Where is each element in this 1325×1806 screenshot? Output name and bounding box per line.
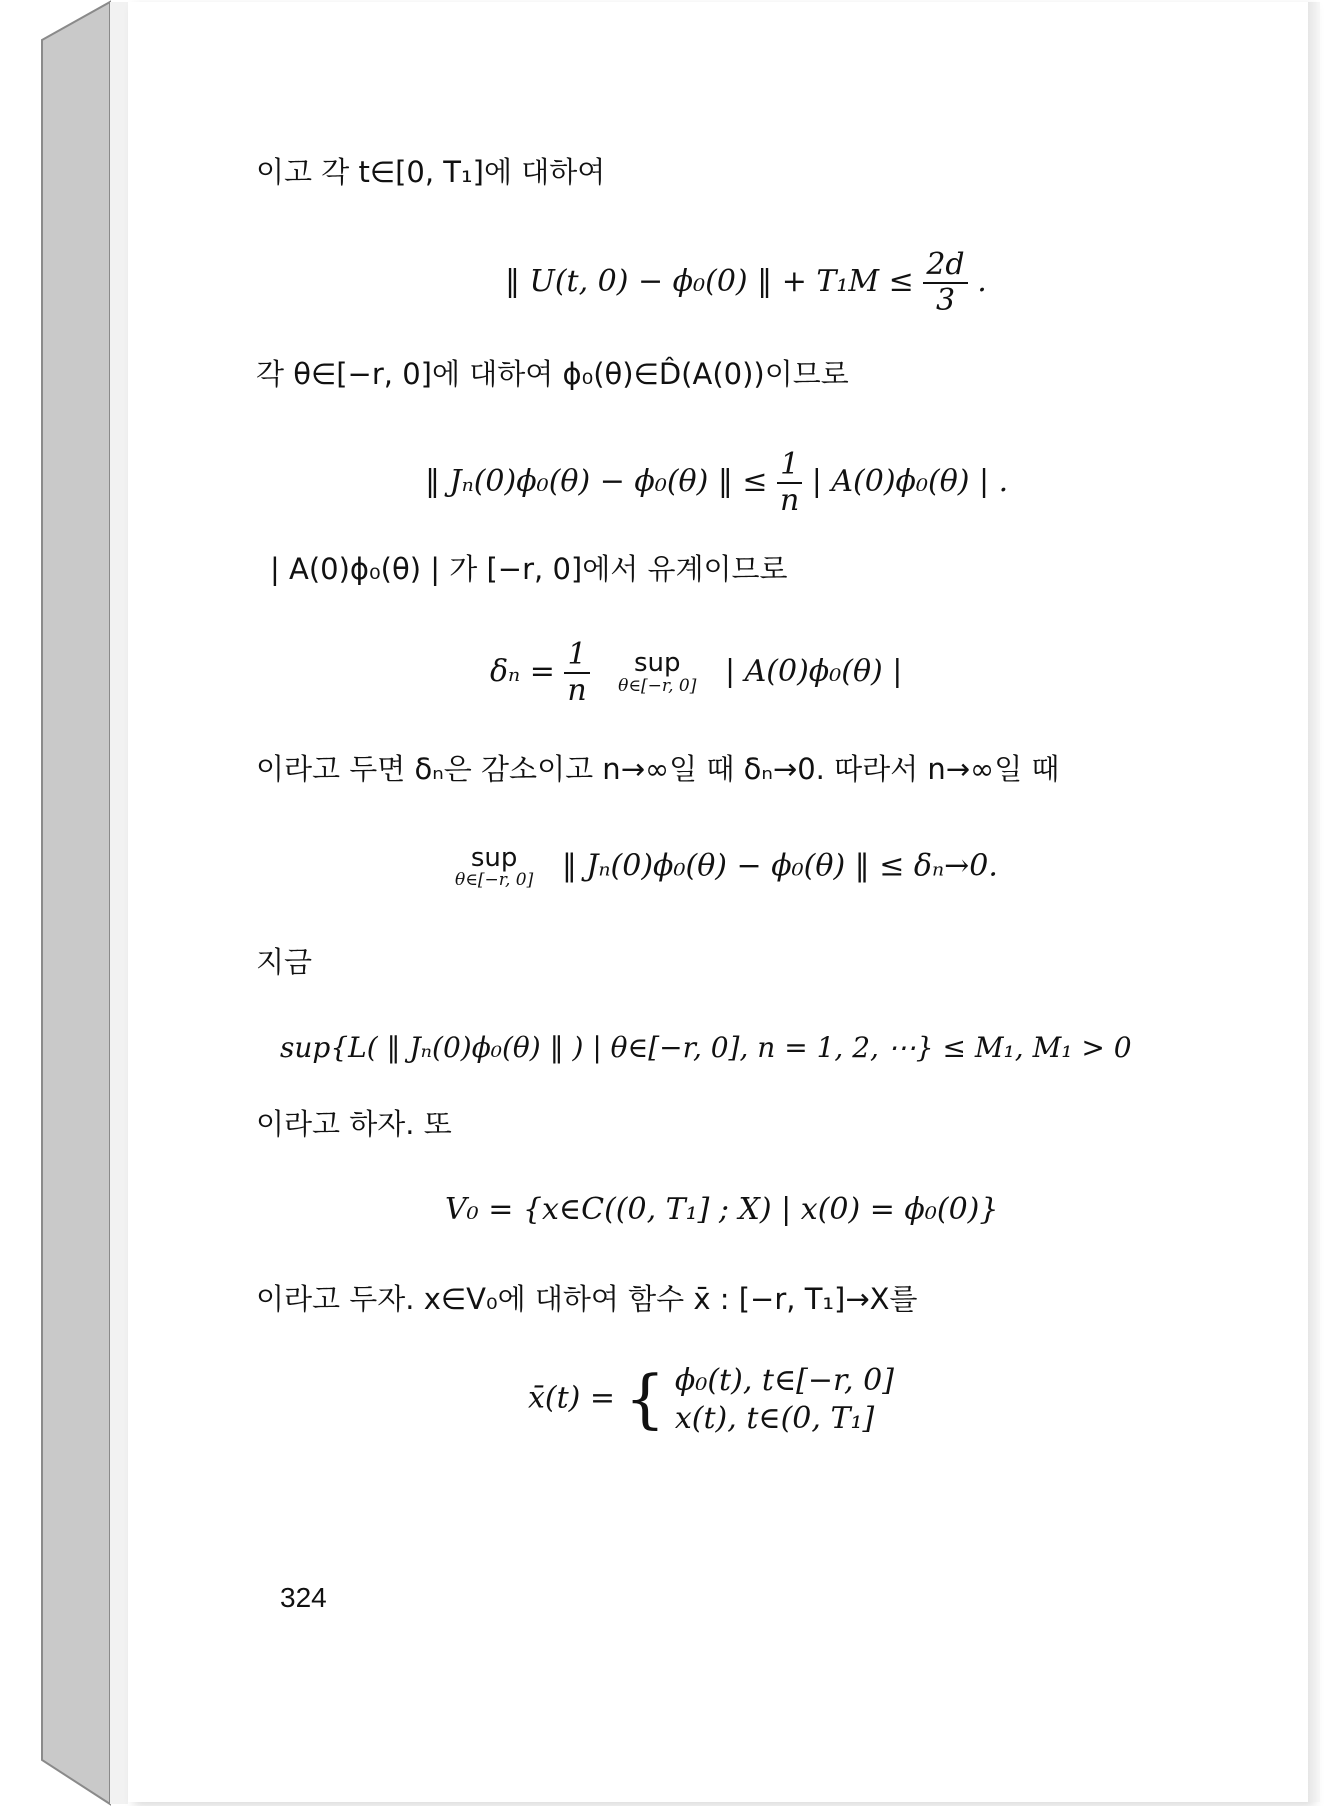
eq4-right: ‖ Jₙ(0)ϕ₀(θ) − ϕ₀(θ) ‖ ≤ δₙ→0. xyxy=(561,848,998,884)
eq3-sup-operator: sup xyxy=(634,648,681,679)
left-brace: { xyxy=(624,1362,666,1437)
eq4-sup-operator: sup xyxy=(470,843,518,873)
equation-5: sup{L( ‖ Jₙ(0)ϕ₀(θ) ‖ ) | θ∈[−r, 0], n = 1, 2, ⋯} ≤ M₁, M₁ > 0 xyxy=(280,1031,1132,1064)
equation-7 xyxy=(528,1362,894,1437)
equation-3 xyxy=(490,637,903,708)
eq3-sup xyxy=(618,650,696,695)
eq7-case-2: x(t), t∈(0, T₁] xyxy=(674,1400,875,1436)
text-line-4: 이라고 두면 δₙ은 감소이고 n→∞일 때 δₙ→0. 따라서 n→∞일 때 xyxy=(256,752,1060,786)
eq1-denominator: 3 xyxy=(935,283,956,318)
eq1-fraction xyxy=(923,247,967,318)
equation-6: V₀ = {x∈C((0, T₁] ; X) | x(0) = ϕ₀(0)} xyxy=(445,1192,999,1227)
eq2-right: | A(0)ϕ₀(θ) | . xyxy=(811,464,1009,499)
text-line-7: 이라고 두자. x∈V₀에 대하여 함수 x̄ : [−r, T₁]→X를 xyxy=(256,1282,918,1316)
eq3-fraction xyxy=(564,637,589,708)
text-line-1: 이고 각 t∈[0, T₁]에 대하여 xyxy=(256,155,606,189)
eq7-case-1: ϕ₀(t), t∈[−r, 0] xyxy=(674,1363,894,1398)
eq3-numerator: 1 xyxy=(564,640,589,674)
eq3-left: δₙ = xyxy=(490,654,555,689)
page-number: 324 xyxy=(280,1582,327,1613)
eq1-numerator: 2d xyxy=(923,250,967,284)
eq1-left: ‖ U(t, 0) − ϕ₀(0) ‖ + T₁M ≤ xyxy=(505,264,914,299)
eq2-fraction xyxy=(777,447,802,518)
eq4-sup-subscript: θ∈[−r, 0] xyxy=(455,870,534,891)
text-line-5: 지금 xyxy=(256,945,313,979)
eq2-left: ‖ Jₙ(0)ϕ₀(θ) − ϕ₀(θ) ‖ ≤ xyxy=(425,464,768,499)
text-line-6: 이라고 하자. 또 xyxy=(256,1107,452,1141)
book-spine xyxy=(0,0,140,1806)
eq7-left: x̄(t) = xyxy=(528,1380,616,1416)
eq2-denominator: n xyxy=(779,483,800,518)
equation-2 xyxy=(425,447,1009,518)
eq1-end: . xyxy=(977,264,987,299)
eq3-denominator: n xyxy=(567,673,587,708)
page-edge xyxy=(1308,2,1320,1802)
eq7-cases xyxy=(675,1362,894,1437)
text-line-3: | A(0)ϕ₀(θ) | 가 [−r, 0]에서 유계이므로 xyxy=(270,552,788,586)
equation-4 xyxy=(455,845,998,890)
eq4-sup xyxy=(455,845,533,890)
eq2-numerator: 1 xyxy=(777,450,802,484)
eq3-right: | A(0)ϕ₀(θ) | xyxy=(724,654,903,689)
eq3-sup-subscript: θ∈[−r, 0] xyxy=(618,675,697,696)
text-line-2: 각 θ∈[−r, 0]에 대하여 ϕ₀(θ)∈D̂(A(0))이므로 xyxy=(256,357,849,391)
equation-1 xyxy=(505,247,987,318)
